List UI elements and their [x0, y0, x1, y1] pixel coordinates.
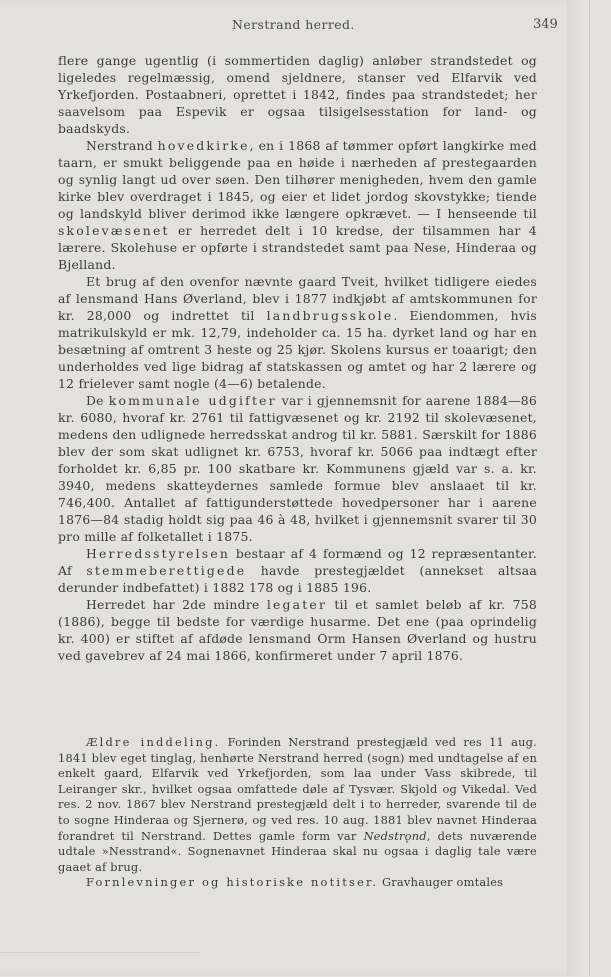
page-edge-shadow [567, 0, 589, 976]
paragraph-administration: Herredsstyrelsen bestaar af 4 formænd og 12 repræsentanter. Af stemmeberettigede havde prestegjældet (annekset altsaa derunder indbefattet) i 1882 178 og i 1885 196. [58, 546, 537, 595]
page-number: 349 [533, 17, 558, 32]
emphasis-herredsstyrelsen: Herredsstyrelsen [86, 546, 231, 561]
note-antiquities: Fornlevninger og historiske notitser. Gravhauger omtales [86, 875, 504, 890]
paragraph-ferry-postal: flere gange ugentlig (i sommertiden daglig) anløber strandstedet og ligeledes regelmæssig, omend sjeldnere, stanser ved Elfarvik ved Yrkefjorden. Postaabneri, oprettet i 1842, findes paa strandstedet; her saavelsom paa Espevik er ogsaa tilsigelsesstation for land- og baadskyds. [58, 53, 537, 136]
paragraph-legacies: Herredet har 2de mindre legater til et samlet beløb af kr. 758 (1886), begge til bedste for værdige husarme. Det ene (paa oprindelig kr. 400) er stiftet af afdøde lensmand Orm Hansen Øverland og hustru ved gavebrev af 24 mai 1866, konfirmeret under 7 april 1876. [58, 597, 537, 663]
running-title: Nerstrand herred. [232, 17, 355, 32]
paragraph-municipal-expenses: De kommunale udgifter var i gjennemsnit for aarene 1884—86 kr. 6080, hvoraf kr. 2761 til fattigvæsenet og kr. 2192 til skolevæsenet, medens den udlignede herredsskat androg til kr. 5881. Særskilt for 1886 blev der som skat udlignet kr. 6753, hvoraf kr. 5066 paa indtægt efter forholdet kr. 6,85 pr. 100 skatbare kr. Kommunens gjæld var s. a. kr. 3940, medens skatteydernes samlede formue blev anslaaet til kr. 746,400. Antallet af fattigunderstøttede hovedpersoner har i aarene 1876—84 stadig holdt sig paa 46 à 48, hvilket i gjennemsnit svarer til 30 pro mille af folketallet i 1875. [58, 393, 537, 544]
small-print-notes [58, 735, 537, 891]
page-header [0, 17, 589, 35]
page-bottom-edge [0, 952, 200, 977]
emphasis-hovedkirke: hovedkirke [157, 138, 250, 153]
emphasis-fornlevninger: Fornlevninger og historiske notitser. [86, 875, 379, 890]
emphasis-aeldre-inddeling: Ældre inddeling. [86, 735, 221, 749]
emphasis-skolevaesenet: skolevæsenet [58, 223, 170, 238]
emphasis-legater: legater [266, 597, 328, 612]
paragraph-church-school: Nerstrand hovedkirke, en i 1868 af tømmer opført langkirke med taarn, er smukt beliggende paa en høide i nærheden af prestegaarden og synlig langt ud over søen. Den tilhører menigheden, hvem den gamle kirke blev overdraget i 1845, og eier et lidet jordog skovstykke; tiende og landskyld bliver derimod ikke længere opkrævet. — I henseende til skolevæsenet er herredet delt i 10 kredse, der tilsammen har 4 lærere. Skolehuse er opførte i strandstedet samt paa Nese, Hinderaa og Bjelland. [58, 138, 537, 272]
emphasis-nedstrond: Nedstrǫnd [363, 828, 427, 843]
emphasis-kommunale-udgifter: kommunale udgifter [108, 393, 277, 408]
emphasis-stemmeberettigede: stemmeberettigede [86, 563, 247, 578]
paragraph-agricultural-school: Et brug af den ovenfor nævnte gaard Tveit, hvilket tidligere eiedes af lensmand Hans Øverland, blev i 1877 indkjøbt af amtskommunen for kr. 28,000 og indrettet til landbrugsskole. Eiendommen, hvis matrikulskyld er mk. 12,79, indeholder ca. 15 ha. dyrket land og har en besætning af omtrent 3 heste og 25 kjør. Skolens kursus er toaarigt; den underholdes ved lige bidrag af statskassen og amtet og har 2 lærere og 12 frielever samt nogle (4—6) betalende. [58, 274, 537, 391]
note-older-division: Ældre inddeling. Forinden Nerstrand prestegjæld ved res 11 aug. 1841 blev eget tinglag, henhørte Nerstrand herred (sogn) med undtagelse af en enkelt gaard, Elfarvik ved Yrkefjorden, som laa under Vass skibrede, til Leiranger skr., hvilket ogsaa omfattede døle af Tysvær. Skjold og Vikedal. Ved res. 2 nov. 1867 blev Nerstrand prestegjæld delt i to herreder, svarende til de to sogne Hinderaa og Sjernerø, og ved res. 10 aug. 1881 blev navnet Hinderaa forandret til Nerstrand. Dettes gamle form var Nedstrǫnd, dets nuværende udtale »Nesstrand«. Sognenavnet Hinderaa skal nu ogsaa i daglig tale være gaaet af brug. [58, 735, 537, 874]
emphasis-landbrugsskole: landbrugsskole [266, 308, 394, 323]
main-text [58, 52, 537, 664]
